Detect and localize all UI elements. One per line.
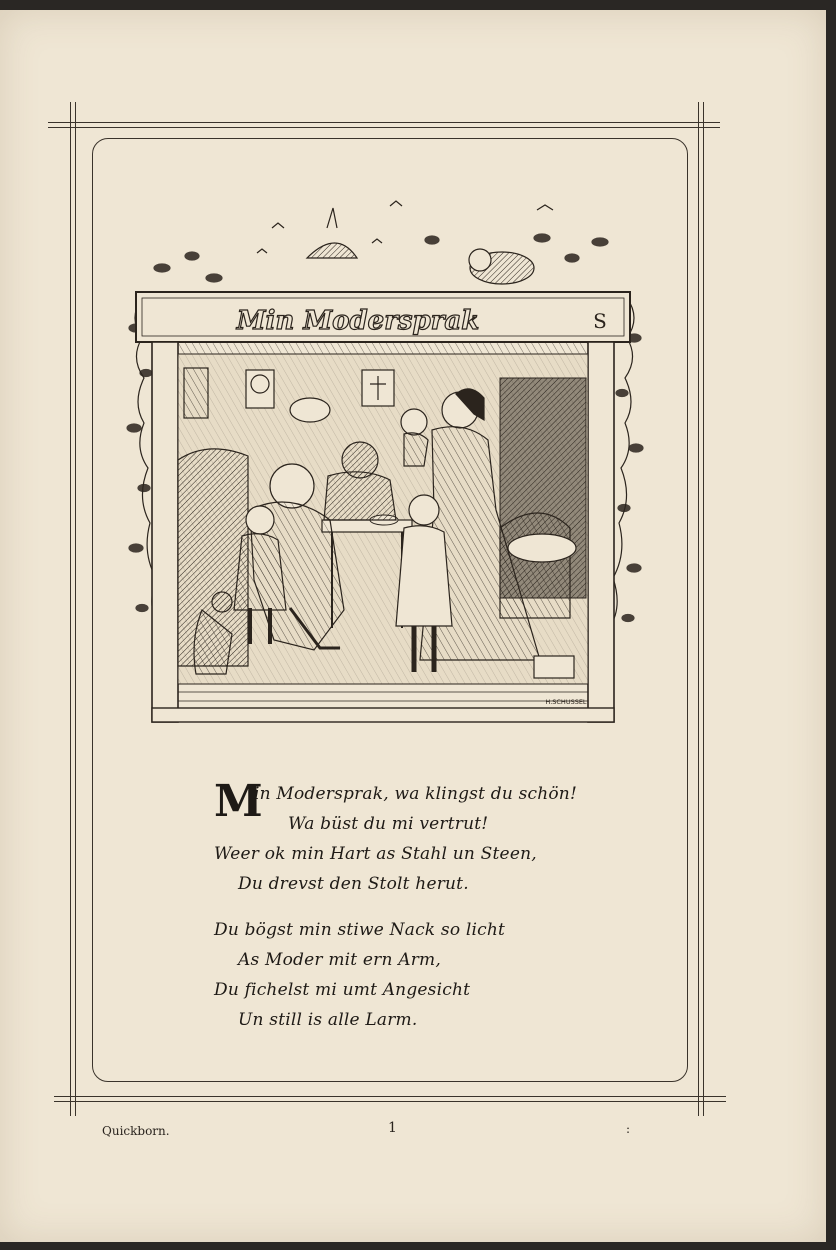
engraver-signature: H.SCHUSSEL: [545, 698, 587, 706]
book-page: [0, 10, 826, 1242]
page-number: 1: [388, 1120, 397, 1136]
cat-on-roof: [469, 249, 534, 284]
rule-bottom-1: [54, 1096, 726, 1097]
poem-line: Weer ok min Hart as Stahl un Steen,: [214, 844, 537, 864]
signature-mark: :: [626, 1122, 631, 1136]
poem-line: Wa büst du mi vertrut!: [288, 814, 489, 834]
poem-line: Du bögst min stiwe Nack so licht: [214, 920, 506, 940]
rule-top-2: [48, 127, 720, 128]
poem-line: Du fichelst mi umt Angesicht: [214, 980, 471, 1000]
rule-left-1: [70, 102, 71, 1116]
rule-bottom-2: [54, 1101, 726, 1102]
rule-right-1: [698, 102, 699, 1116]
cradle: [500, 513, 576, 618]
roof-birds: [257, 201, 553, 258]
footer-title: Quickborn.: [102, 1124, 170, 1138]
rule-left-2: [75, 102, 76, 1116]
poem-line: Du drevst den Stolt herut.: [238, 874, 469, 894]
poem-line: As Moder mit ern Arm,: [238, 950, 441, 970]
sign-mark: S: [593, 309, 607, 333]
rule-top-1: [48, 122, 720, 123]
poem-line: Un still is alle Larm.: [238, 1010, 418, 1030]
engraving-illustration: [122, 198, 652, 728]
drop-cap: M: [214, 776, 263, 827]
sign-text: Min Modersprak: [236, 306, 480, 336]
rule-right-2: [703, 102, 704, 1116]
poem-line: in Modersprak, wa klingst du schön!: [254, 784, 577, 804]
